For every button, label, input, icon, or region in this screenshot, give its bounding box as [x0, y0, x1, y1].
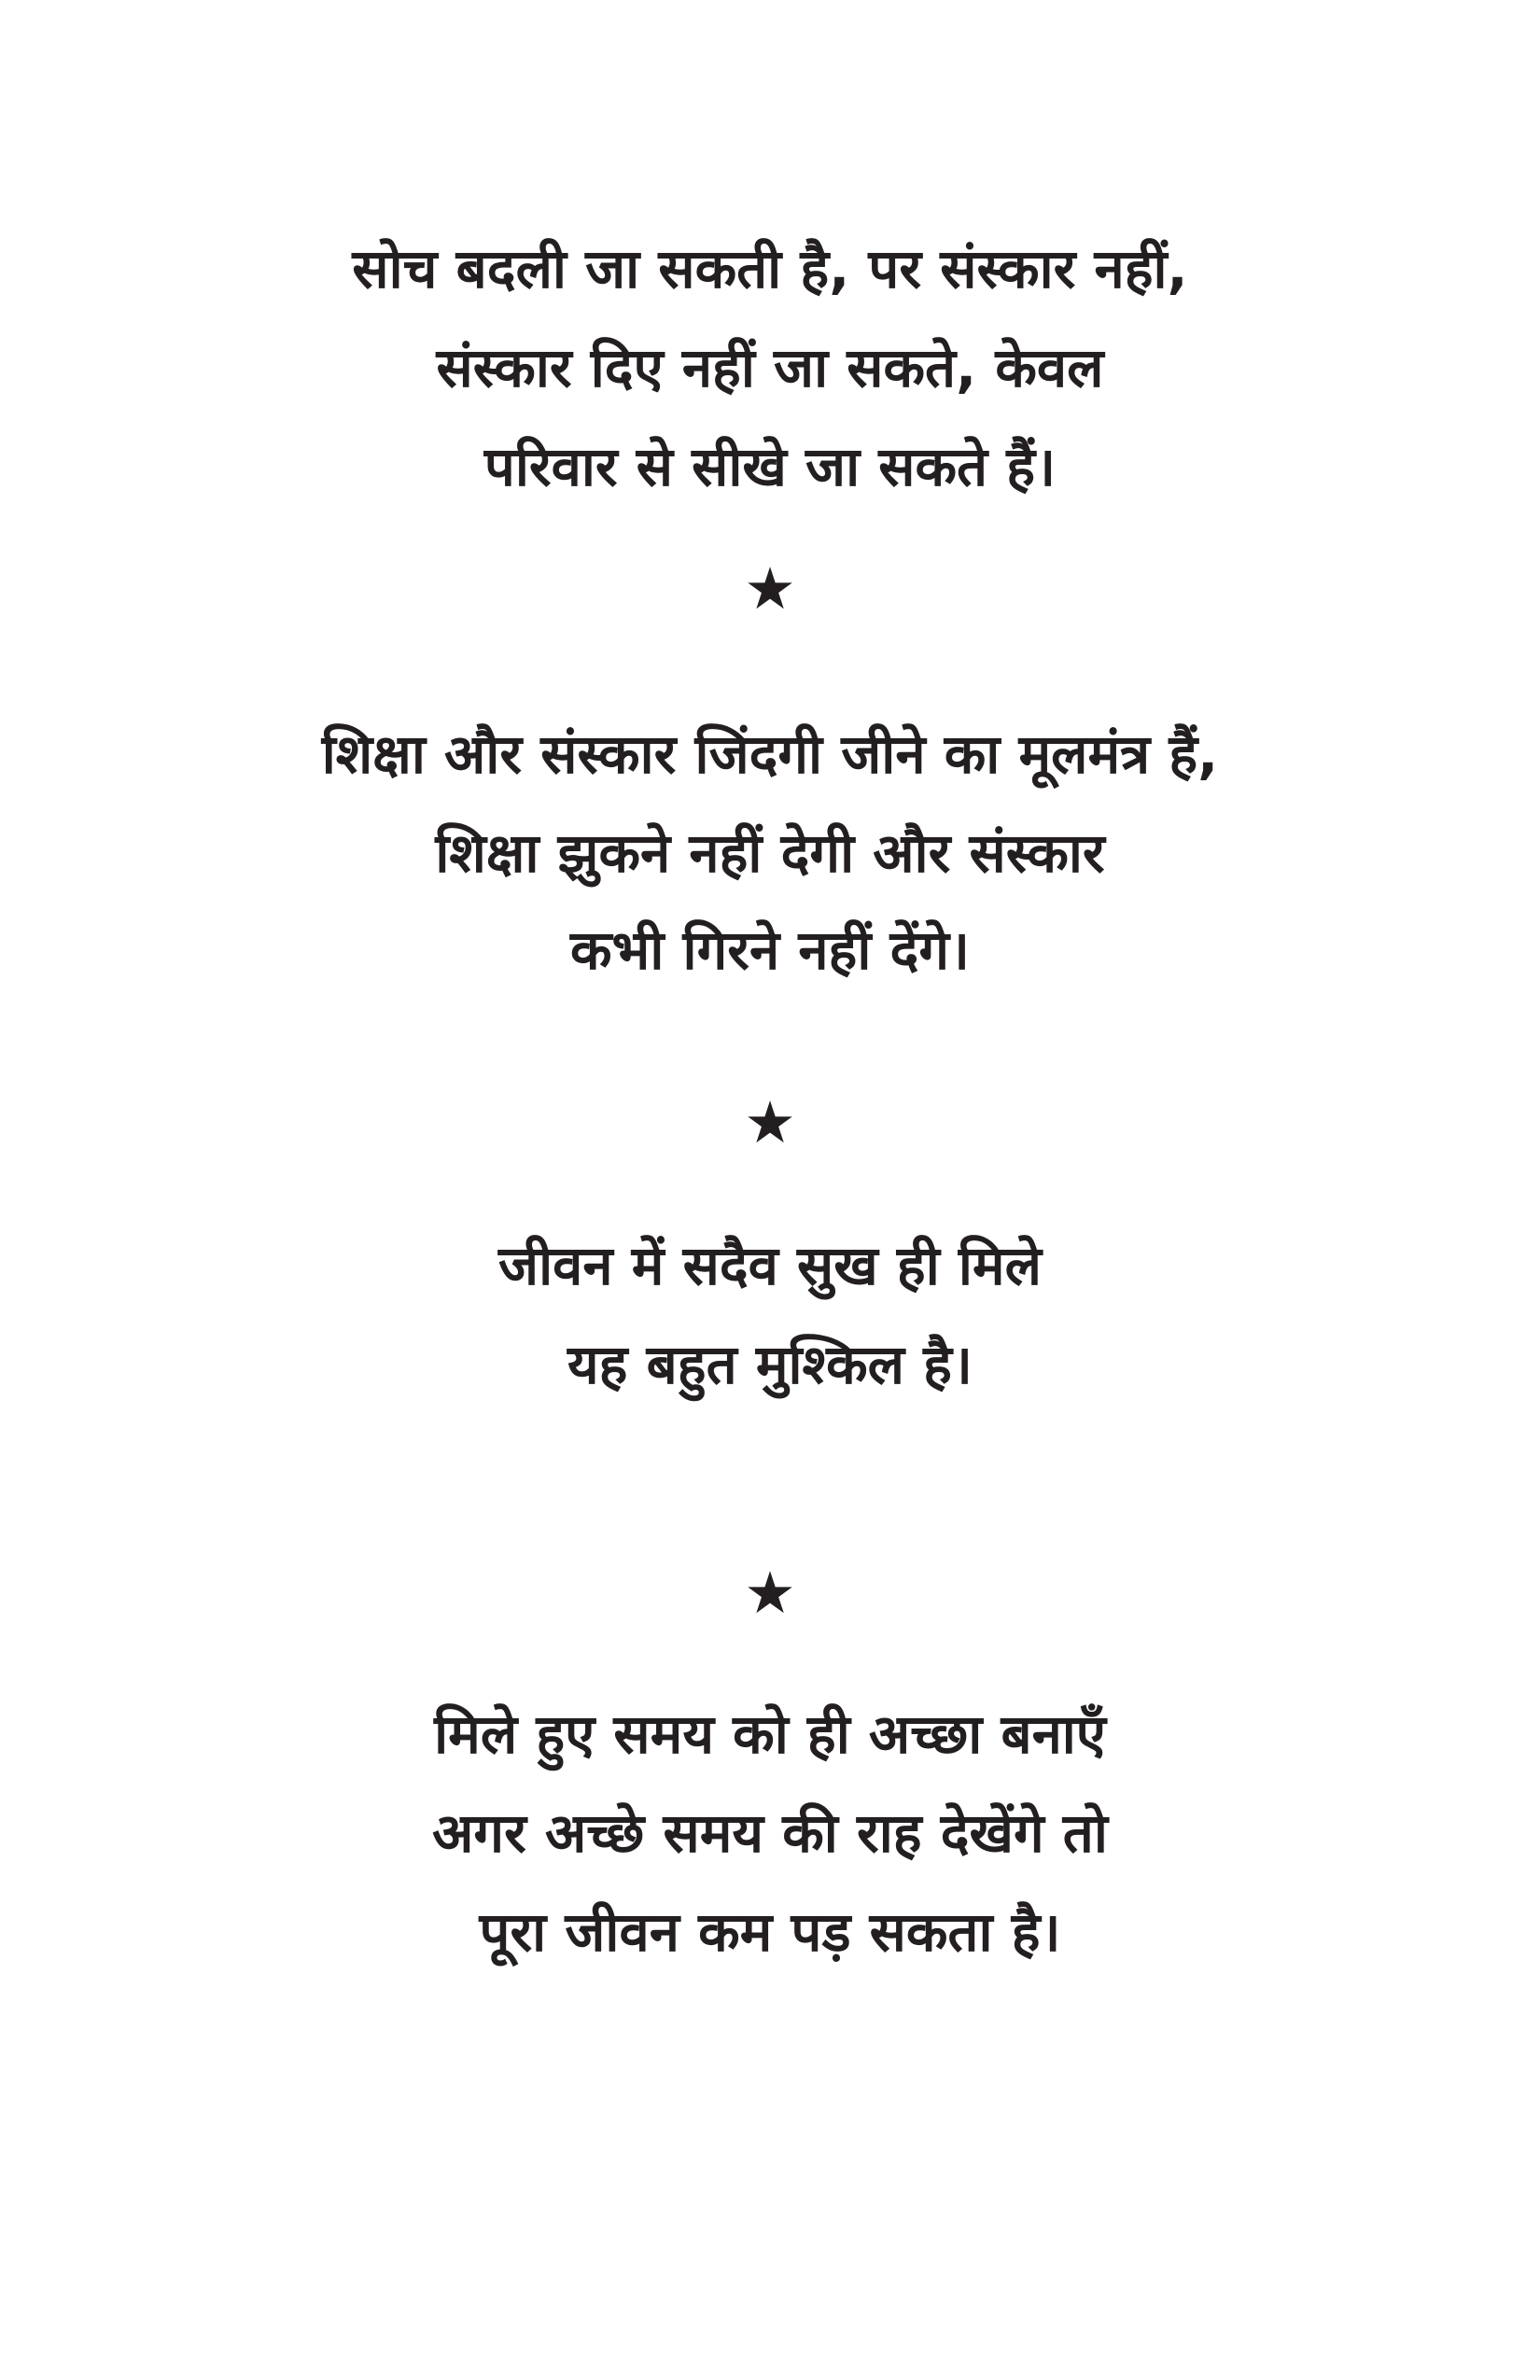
- verse-4-line-1: मिले हुए समय को ही अच्छा बनाएँ: [434, 1702, 1106, 1766]
- star-separator-3: ★: [744, 1559, 796, 1627]
- verse-3-line-1: जीवन में सदैव सुख ही मिले: [498, 1234, 1042, 1297]
- verse-1-line-3: परिवार से सीखे जा सकते हैं।: [483, 435, 1057, 498]
- verse-4-line-2: अगर अच्छे समय की राह देखेंगे तो: [432, 1801, 1108, 1865]
- verse-3-line-2: यह बहुत मुश्किल है।: [567, 1333, 973, 1396]
- verse-2-line-3: कभी गिरने नहीं देंगे।: [570, 918, 970, 982]
- verse-2-line-1: शिक्षा और संस्कार जिंदगी जीने का मूलमंत्र हैं,: [321, 722, 1219, 786]
- star-separator-2: ★: [744, 1088, 796, 1156]
- verse-2-line-2: शिक्षा झुकने नहीं देगी और संस्कार: [435, 821, 1105, 885]
- verse-1-line-1: सोच बदली जा सकती है, पर संस्कार नहीं,: [352, 237, 1188, 301]
- verse-4-line-3: पूरा जीवन कम पड़ सकता है।: [479, 1900, 1061, 1964]
- verse-1-line-2: संस्कार दिए नहीं जा सकते, केवल: [436, 336, 1104, 399]
- star-separator-1: ★: [744, 554, 796, 623]
